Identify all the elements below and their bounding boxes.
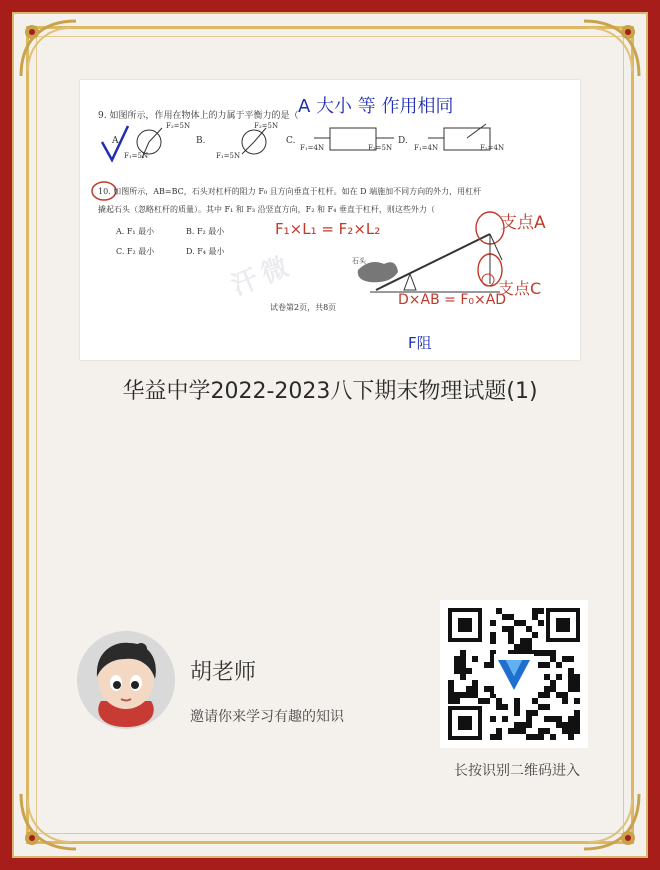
qr-caption: 长按识别二维码进入 — [454, 763, 580, 779]
option-a-label: A. — [112, 136, 122, 146]
handwritten-note: 支点C — [498, 279, 542, 298]
page-title: 华益中学2022-2023八下期末物理试题(1) — [122, 379, 538, 404]
force-label: F₂=4N — [480, 144, 505, 152]
teacher-name: 胡老师 — [190, 660, 257, 685]
cartoon-girl-avatar-icon — [77, 631, 175, 729]
stone-label: 石头 — [352, 257, 366, 265]
option-d-label: D. — [398, 136, 408, 146]
corner-ornament-icon — [16, 784, 86, 854]
avatar[interactable] — [77, 631, 175, 729]
lever-diagram — [350, 210, 510, 320]
watermark-text: 汗微 — [227, 249, 299, 302]
option-b: B. F₂ 最小 — [186, 227, 225, 236]
handwritten-formula: D×AB = F₀×AD — [398, 292, 507, 308]
force-label: F₂=5N — [254, 122, 279, 130]
corner-ornament-icon — [574, 16, 644, 86]
qr-code[interactable] — [440, 600, 588, 748]
exam-screenshot[interactable] — [80, 80, 580, 360]
option-d: D. F₄ 最小 — [186, 247, 225, 256]
corner-ornament-icon — [574, 784, 644, 854]
qr-code-icon — [440, 600, 588, 748]
option-b-label: B. — [196, 136, 206, 146]
force-label: F₂=5N — [166, 122, 191, 130]
option-c: C. F₂ 最小 — [116, 247, 155, 256]
handwritten-note: A 大小 等 作用相同 — [298, 96, 454, 117]
option-c-label: C. — [286, 136, 296, 146]
handwritten-formula: F₁×L₁ = F₂×L₂ — [275, 220, 381, 238]
force-label: F₁=4N — [414, 144, 439, 152]
handwritten-note: F阻 — [408, 334, 432, 352]
force-label: F₁=4N — [300, 144, 325, 152]
question-9-text: 9. 如图所示，作用在物体上的力属于平衡力的是（ — [98, 111, 299, 121]
force-label: F₂=5N — [368, 144, 393, 152]
question-10-line-1: 10. 如图所示，AB=BC，石头对杠杆的阻力 F₀ 且方向垂直于杠杆。如在 D 端施加不同方向的外力，用杠杆 — [98, 187, 482, 196]
force-label: F₁=5N — [124, 152, 149, 160]
page-footer: 试卷第2页，共8页 — [270, 303, 337, 312]
force-label: F₁=5N — [216, 152, 241, 160]
option-a: A. F₁ 最小 — [116, 227, 155, 236]
teacher-subtitle: 邀请你来学习有趣的知识 — [190, 709, 344, 725]
corner-ornament-icon — [16, 16, 86, 86]
question-9-diagrams — [94, 120, 564, 165]
question-10-line-2: 撬起石头（忽略杠杆的质量）。其中 F₁ 和 F₃ 沿竖直方向，F₂ 和 F₄ 垂直于杠杆，则这些外力（ — [98, 205, 435, 214]
handwritten-note: 支点A — [500, 213, 546, 233]
